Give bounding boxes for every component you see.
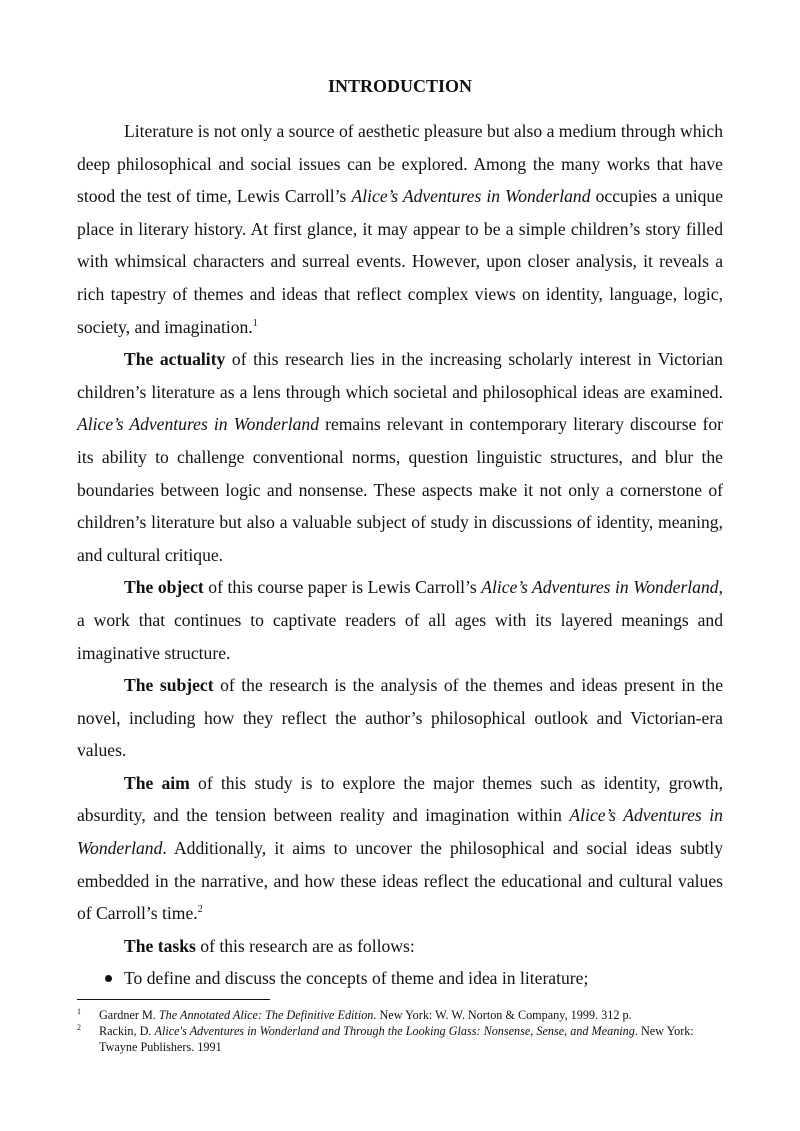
paragraph-aim bbox=[77, 767, 723, 930]
body-text bbox=[77, 115, 723, 995]
text-run: of this research lies in the increasing scholarly interest in Victorian children’s literature as a lens through which societal and philosophical ideas are examined. bbox=[77, 349, 723, 402]
section-term: The tasks bbox=[124, 935, 196, 956]
text-run: Alice’s Adventures in Wonderland bbox=[481, 577, 719, 598]
text-run: of this course paper is Lewis Carroll’s bbox=[203, 577, 482, 598]
footnote bbox=[77, 1007, 723, 1023]
list-item bbox=[77, 962, 723, 995]
text-run: remains relevant in contemporary literary discourse for its ability to challenge conventional norms, question linguistic structures, and blur the boundaries between logic and nonsense. These aspects make it not only a cornerstone of children’s literature but also a valuable subject of study in discussions of identity, meaning, and cultural critique. bbox=[77, 414, 723, 565]
book-title: The Annotated Alice: The Definitive Edition bbox=[158, 1008, 374, 1022]
paragraph-object bbox=[77, 571, 723, 669]
footnote-number: 1 bbox=[77, 1007, 81, 1016]
footnote-ref: 1 bbox=[252, 317, 258, 329]
section-term: The actuality bbox=[124, 349, 226, 370]
paragraph-intro bbox=[77, 115, 723, 343]
text-run: Literature is not only a source of aesthetic pleasure but also a medium through which deep philosophical and social issues can be explored. Among the many works that have stood the test of time, Lewis Carroll’s bbox=[77, 121, 723, 207]
text-run: . New York: Twayne Publishers. 1991 bbox=[99, 1024, 694, 1054]
text-run: Rackin, D. bbox=[99, 1024, 155, 1038]
paragraph-actuality bbox=[77, 343, 723, 571]
text-run: . New York: W. W. Norton & Company, 1999. 312 p. bbox=[373, 1008, 632, 1022]
text-run: , a work that continues to captivate readers of all ages with its layered meanings and imaginative structure. bbox=[77, 577, 723, 663]
list-item-text: To define and discuss the concepts of theme and idea in literature; bbox=[124, 968, 589, 989]
section-term: The subject bbox=[124, 675, 214, 696]
footnote-ref: 2 bbox=[197, 904, 203, 916]
page-title: INTRODUCTION bbox=[327, 76, 473, 96]
footnote-number: 2 bbox=[77, 1023, 81, 1032]
footnote bbox=[77, 1023, 723, 1055]
footnotes bbox=[77, 1007, 723, 1055]
text-run: . Additionally, it aims to uncover the philosophical and social ideas subtly embedded in the narrative, and how these ideas reflect the educational and cultural values of Carroll’s time. bbox=[77, 838, 723, 924]
paragraph-tasks-intro bbox=[77, 930, 723, 963]
book-title: Alice’s Adventures in Wonderland bbox=[351, 186, 591, 207]
footnote-separator bbox=[77, 999, 270, 1000]
text-run: of this research are as follows: bbox=[195, 935, 415, 956]
book-title: Alice's Adventures in Wonderland and Through the Looking Glass: Nonsense, Sense, and Meaning bbox=[154, 1024, 635, 1038]
section-term: The aim bbox=[124, 772, 190, 793]
text-run: of the research is the analysis of the themes and ideas present in the novel, including how they reflect the author’s philosophical outlook and Victorian-era values. bbox=[77, 675, 723, 761]
book-title: Alice’s Adventures in Wonderland bbox=[77, 414, 320, 435]
book-title: Alice’s Adventures in Wonderland bbox=[77, 805, 723, 859]
paragraph-subject bbox=[77, 669, 723, 767]
text-run: of this study is to explore the major themes such as identity, growth, absurdity, and the tension between reality and imagination within bbox=[77, 772, 723, 826]
text-run: Gardner M. bbox=[99, 1008, 159, 1022]
bullet-icon bbox=[105, 975, 112, 982]
tasks-list bbox=[77, 962, 723, 995]
section-term: The object bbox=[124, 577, 204, 598]
text-run: occupies a unique place in literary history. At first glance, it may appear to be a simple children’s story filled with whimsical characters and surreal events. However, upon closer analysis, it reveals a rich tapestry of themes and ideas that reflect complex views on identity, language, logic, society, and imagination. bbox=[77, 186, 724, 337]
